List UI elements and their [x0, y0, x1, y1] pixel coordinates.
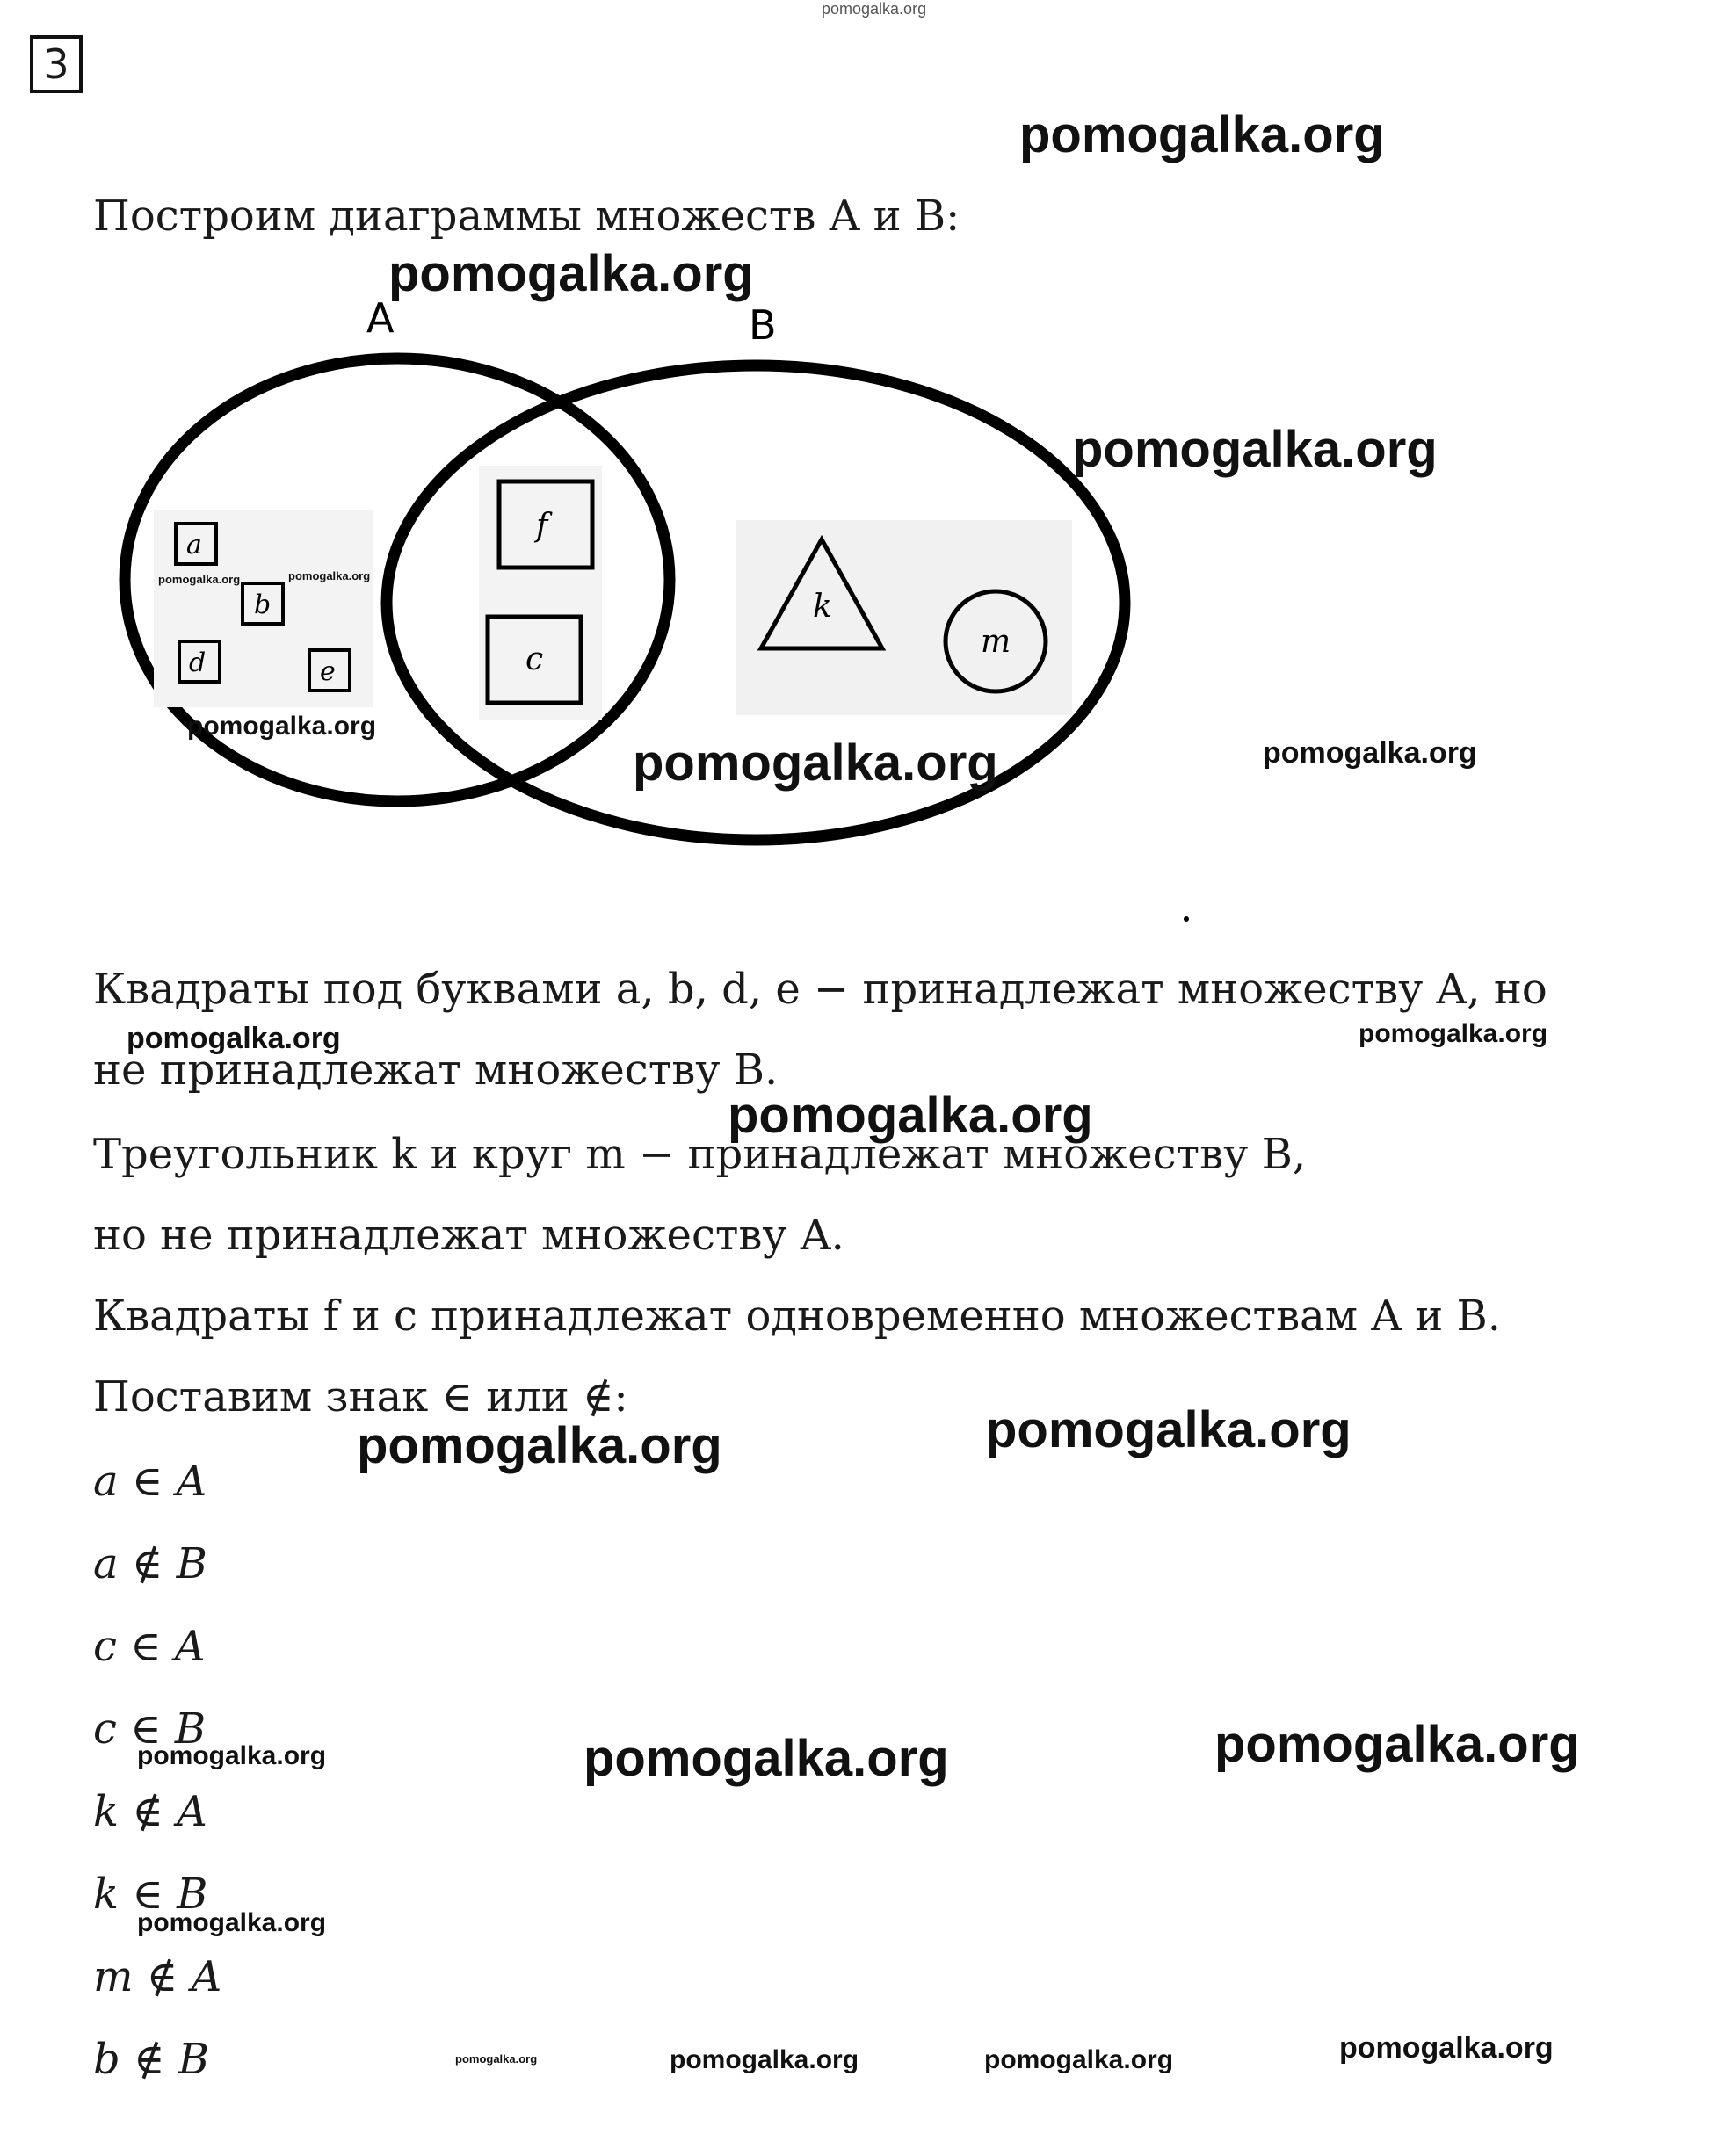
paragraph-6: Поставим знак ∈ или ∉:: [93, 1372, 628, 1422]
watermark: pomogalka.org: [158, 573, 241, 586]
relation-6: k ∈ B: [93, 1870, 208, 1919]
item-a-label: a: [186, 530, 202, 561]
watermark: pomogalka.org: [137, 1908, 327, 1937]
paragraph-1: Квадраты под буквами a, b, d, e − принадлежат множеству A, но: [93, 965, 1547, 1014]
watermark: pomogalka.org: [1072, 421, 1438, 478]
watermark: pomogalka.org: [728, 1087, 1093, 1144]
watermark: pomogalka.org: [1214, 1716, 1580, 1773]
relation-1: a ∈ A: [93, 1457, 207, 1506]
watermark: pomogalka.org: [388, 245, 754, 302]
watermark: pomogalka.org: [1019, 106, 1385, 163]
watermark: pomogalka.org: [670, 2045, 859, 2074]
item-d-label: d: [189, 648, 207, 678]
watermark: pomogalka.org: [288, 569, 371, 582]
item-e-label: e: [320, 656, 336, 687]
task-number: 3: [30, 35, 83, 93]
item-b-label: b: [254, 590, 272, 620]
paragraph-3: Треугольник k и круг m − принадлежат множеству B,: [93, 1130, 1307, 1179]
watermark: pomogalka.org: [1359, 1019, 1548, 1048]
watermark: pomogalka.org: [455, 2052, 538, 2066]
watermark: pomogalka.org: [137, 1741, 327, 1770]
relation-4: c ∈ B: [93, 1704, 207, 1754]
relation-8: b ∉ B: [93, 2035, 210, 2084]
relation-5: k ∉ A: [93, 1787, 207, 1836]
item-k-label: k: [813, 589, 832, 625]
set-a-label: A: [366, 294, 395, 342]
intro-text: Построим диаграммы множеств A и B:: [93, 192, 960, 241]
relation-3: c ∈ A: [93, 1622, 206, 1671]
watermark: pomogalka.org: [187, 712, 377, 741]
relation-2: a ∉ B: [93, 1539, 207, 1588]
venn-diagram: [0, 0, 1732, 966]
set-b-label: B: [749, 301, 777, 349]
paragraph-5: Квадраты f и c принадлежат одновременно множествам A и B.: [93, 1291, 1502, 1341]
watermark: pomogalka.org: [822, 0, 927, 18]
watermark: pomogalka.org: [1263, 736, 1477, 770]
relation-7: m ∉ A: [93, 1952, 222, 2001]
watermark: pomogalka.org: [1339, 2031, 1554, 2065]
watermark: pomogalka.org: [984, 2045, 1174, 2074]
item-c-label: c: [525, 641, 544, 677]
watermark: pomogalka.org: [986, 1401, 1352, 1458]
watermark: pomogalka.org: [583, 1730, 949, 1787]
watermark: pomogalka.org: [127, 1022, 341, 1055]
paragraph-2: не принадлежат множеству B.: [93, 1045, 779, 1095]
watermark: pomogalka.org: [357, 1417, 722, 1474]
item-m-label: m: [981, 624, 1011, 660]
item-f-label: f: [536, 508, 548, 544]
watermark: pomogalka.org: [633, 734, 998, 792]
paragraph-4: но не принадлежат множеству A.: [93, 1211, 844, 1260]
